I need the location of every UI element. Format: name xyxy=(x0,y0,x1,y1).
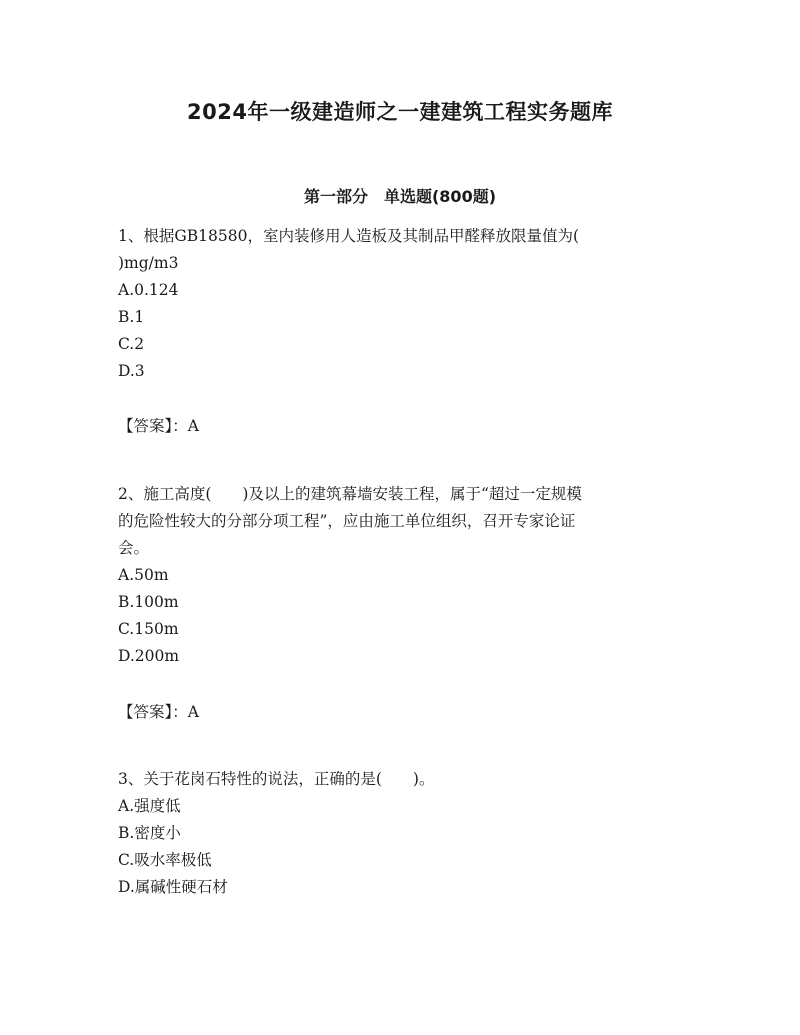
option-d: D.200m xyxy=(118,647,180,665)
question-1 xyxy=(118,223,688,385)
question-stem-line: 1、根据GB18580，室内装修用人造板及其制品甲醛释放限量值为( xyxy=(118,227,579,245)
answer-1: 【答案】：A xyxy=(118,417,199,435)
option-b: B.100m xyxy=(118,593,179,611)
document-title: 2024年一级建造师之一建建筑工程实务题库 xyxy=(187,100,613,124)
section-heading: 第一部分 单选题(800题) xyxy=(303,187,497,206)
question-stem-line: 3、关于花岗石特性的说法，正确的是( )。 xyxy=(118,770,435,788)
question-stem-line: )mg/m3 xyxy=(118,254,179,272)
option-b: B.1 xyxy=(118,308,145,326)
option-a: A.50m xyxy=(118,566,169,584)
option-c: C.吸水率极低 xyxy=(118,851,212,869)
option-c: C.150m xyxy=(118,620,179,638)
option-d: D.属碱性硬石材 xyxy=(118,878,228,896)
question-stem-line: 的危险性较大的分部分项工程”，应由施工单位组织，召开专家论证 xyxy=(118,512,576,530)
question-3 xyxy=(118,766,688,901)
question-stem-line: 会。 xyxy=(118,539,150,557)
option-a: A.0.124 xyxy=(118,281,179,299)
question-2 xyxy=(118,481,688,670)
option-b: B.密度小 xyxy=(118,824,181,842)
option-a: A.强度低 xyxy=(118,797,181,815)
question-stem-line: 2、施工高度( )及以上的建筑幕墙安装工程，属于“超过一定规模 xyxy=(118,485,582,503)
option-c: C.2 xyxy=(118,335,145,353)
answer-2: 【答案】：A xyxy=(118,703,199,721)
option-d: D.3 xyxy=(118,362,145,380)
